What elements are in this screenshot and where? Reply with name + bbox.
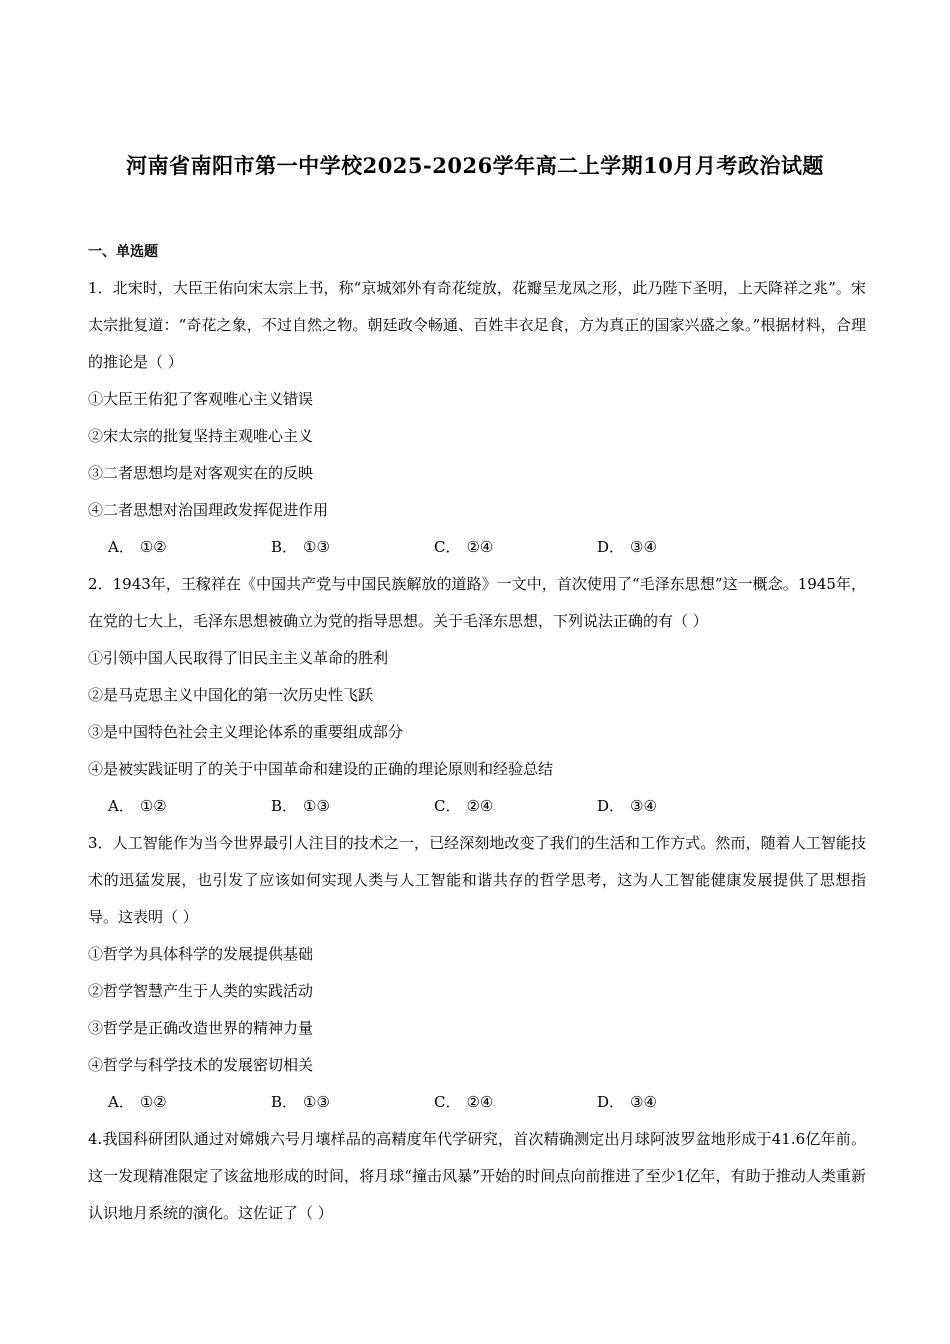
choice-value: ②④ [466, 797, 494, 815]
choice-value: ②④ [466, 538, 494, 556]
choice-value: ③④ [630, 797, 657, 815]
choice-value: ①③ [303, 1093, 330, 1111]
option-item: ④是被实践证明了的关于中国革命和建设的正确的理论原则和经验总结 [88, 760, 554, 778]
option-item: ③哲学是正确改造世界的精神力量 [88, 1019, 314, 1037]
question-2 [88, 566, 866, 825]
option-item: ②是马克思主义中国化的第一次历史性飞跃 [88, 686, 374, 704]
choice-value: ①③ [303, 538, 330, 556]
option-item: ②宋太宗的批复坚持主观唯心主义 [88, 427, 314, 445]
choice-letter: A． [108, 1093, 134, 1111]
answer-choices [88, 1084, 866, 1121]
choice-letter: D． [597, 1093, 625, 1111]
question-stem: 3．人工智能作为当今世界最引人注目的技术之一，已经深刻地改变了我们的生活和工作方式。然而，随着人工智能技术的迅猛发展，也引发了应该如何实现人类与人工智能和谐共存的哲学思考，这为人工智能健康发展提供了思想指导。这表明（ ） [88, 834, 866, 926]
choice-c [434, 1084, 597, 1121]
choice-a [108, 1084, 271, 1121]
choice-value: ③④ [630, 538, 657, 556]
question-3 [88, 825, 866, 1121]
option-item: ②哲学智慧产生于人类的实践活动 [88, 982, 314, 1000]
answer-choices [88, 788, 866, 825]
question-4 [88, 1121, 866, 1232]
exam-content [88, 240, 866, 1232]
option-item: ④二者思想对治国理政发挥促进作用 [88, 501, 329, 519]
choice-value: ③④ [630, 1093, 657, 1111]
question-stem: 1．北宋时，大臣王佑向宋太宗上书，称“京城郊外有奇花绽放，花瓣呈龙凤之形，此乃陛下圣明，上天降祥之兆”。宋太宗批复道：“奇花之象，不过自然之物。朝廷政令畅通、百姓丰衣足食，方为真正的国家兴盛之象。”根据材料，合理的推论是（ ） [88, 279, 866, 371]
choice-letter: C． [434, 538, 461, 556]
choice-d [597, 788, 760, 825]
choice-value: ①② [139, 538, 167, 556]
choice-value: ②④ [466, 1093, 494, 1111]
section-title: 一、单选题 [88, 244, 158, 260]
option-item: ①哲学为具体科学的发展提供基础 [88, 945, 314, 963]
choice-letter: C． [434, 1093, 461, 1111]
option-item: ③二者思想均是对客观实在的反映 [88, 464, 314, 482]
choice-letter: D． [597, 538, 625, 556]
page-title: 河南省南阳市第一中学校2025-2026学年高二上学期10月月考政治试题 [126, 153, 824, 178]
option-item: ④哲学与科学技术的发展密切相关 [88, 1056, 314, 1074]
choice-letter: B． [271, 1093, 298, 1111]
choice-letter: A． [108, 538, 134, 556]
choice-a [108, 788, 271, 825]
choice-c [434, 529, 597, 566]
option-item: ①引领中国人民取得了旧民主主义革命的胜利 [88, 649, 389, 667]
choice-letter: D． [597, 797, 625, 815]
choice-value: ①③ [303, 797, 330, 815]
choice-d [597, 1084, 760, 1121]
choice-letter: B． [271, 538, 298, 556]
question-1 [88, 270, 866, 566]
question-stem: 4.我国科研团队通过对嫦娥六号月壤样品的高精度年代学研究，首次精确测定出月球阿波罗盆地形成于41.6亿年前。这一发现精准限定了该盆地形成的时间，将月球“撞击风暴”开始的时间点向前推进了至少1亿年，有助于推动人类重新认识地月系统的演化。这佐证了（ ） [88, 1130, 866, 1222]
choice-letter: B． [271, 797, 298, 815]
choice-value: ①② [139, 797, 167, 815]
choice-d [597, 529, 760, 566]
answer-choices [88, 529, 866, 566]
choice-letter: C． [434, 797, 461, 815]
choice-value: ①② [139, 1093, 167, 1111]
choice-b [271, 529, 434, 566]
option-item: ③是中国特色社会主义理论体系的重要组成部分 [88, 723, 404, 741]
choice-b [271, 788, 434, 825]
question-stem: 2．1943年，王稼祥在《中国共产党与中国民族解放的道路》一文中，首次使用了“毛泽东思想”这一概念。1945年，在党的七大上，毛泽东思想被确立为党的指导思想。关于毛泽东思想，下列说法正确的有（ ） [88, 575, 866, 630]
option-item: ①大臣王佑犯了客观唯心主义错误 [88, 390, 314, 408]
choice-a [108, 529, 271, 566]
choice-letter: A． [108, 797, 134, 815]
choice-c [434, 788, 597, 825]
choice-b [271, 1084, 434, 1121]
